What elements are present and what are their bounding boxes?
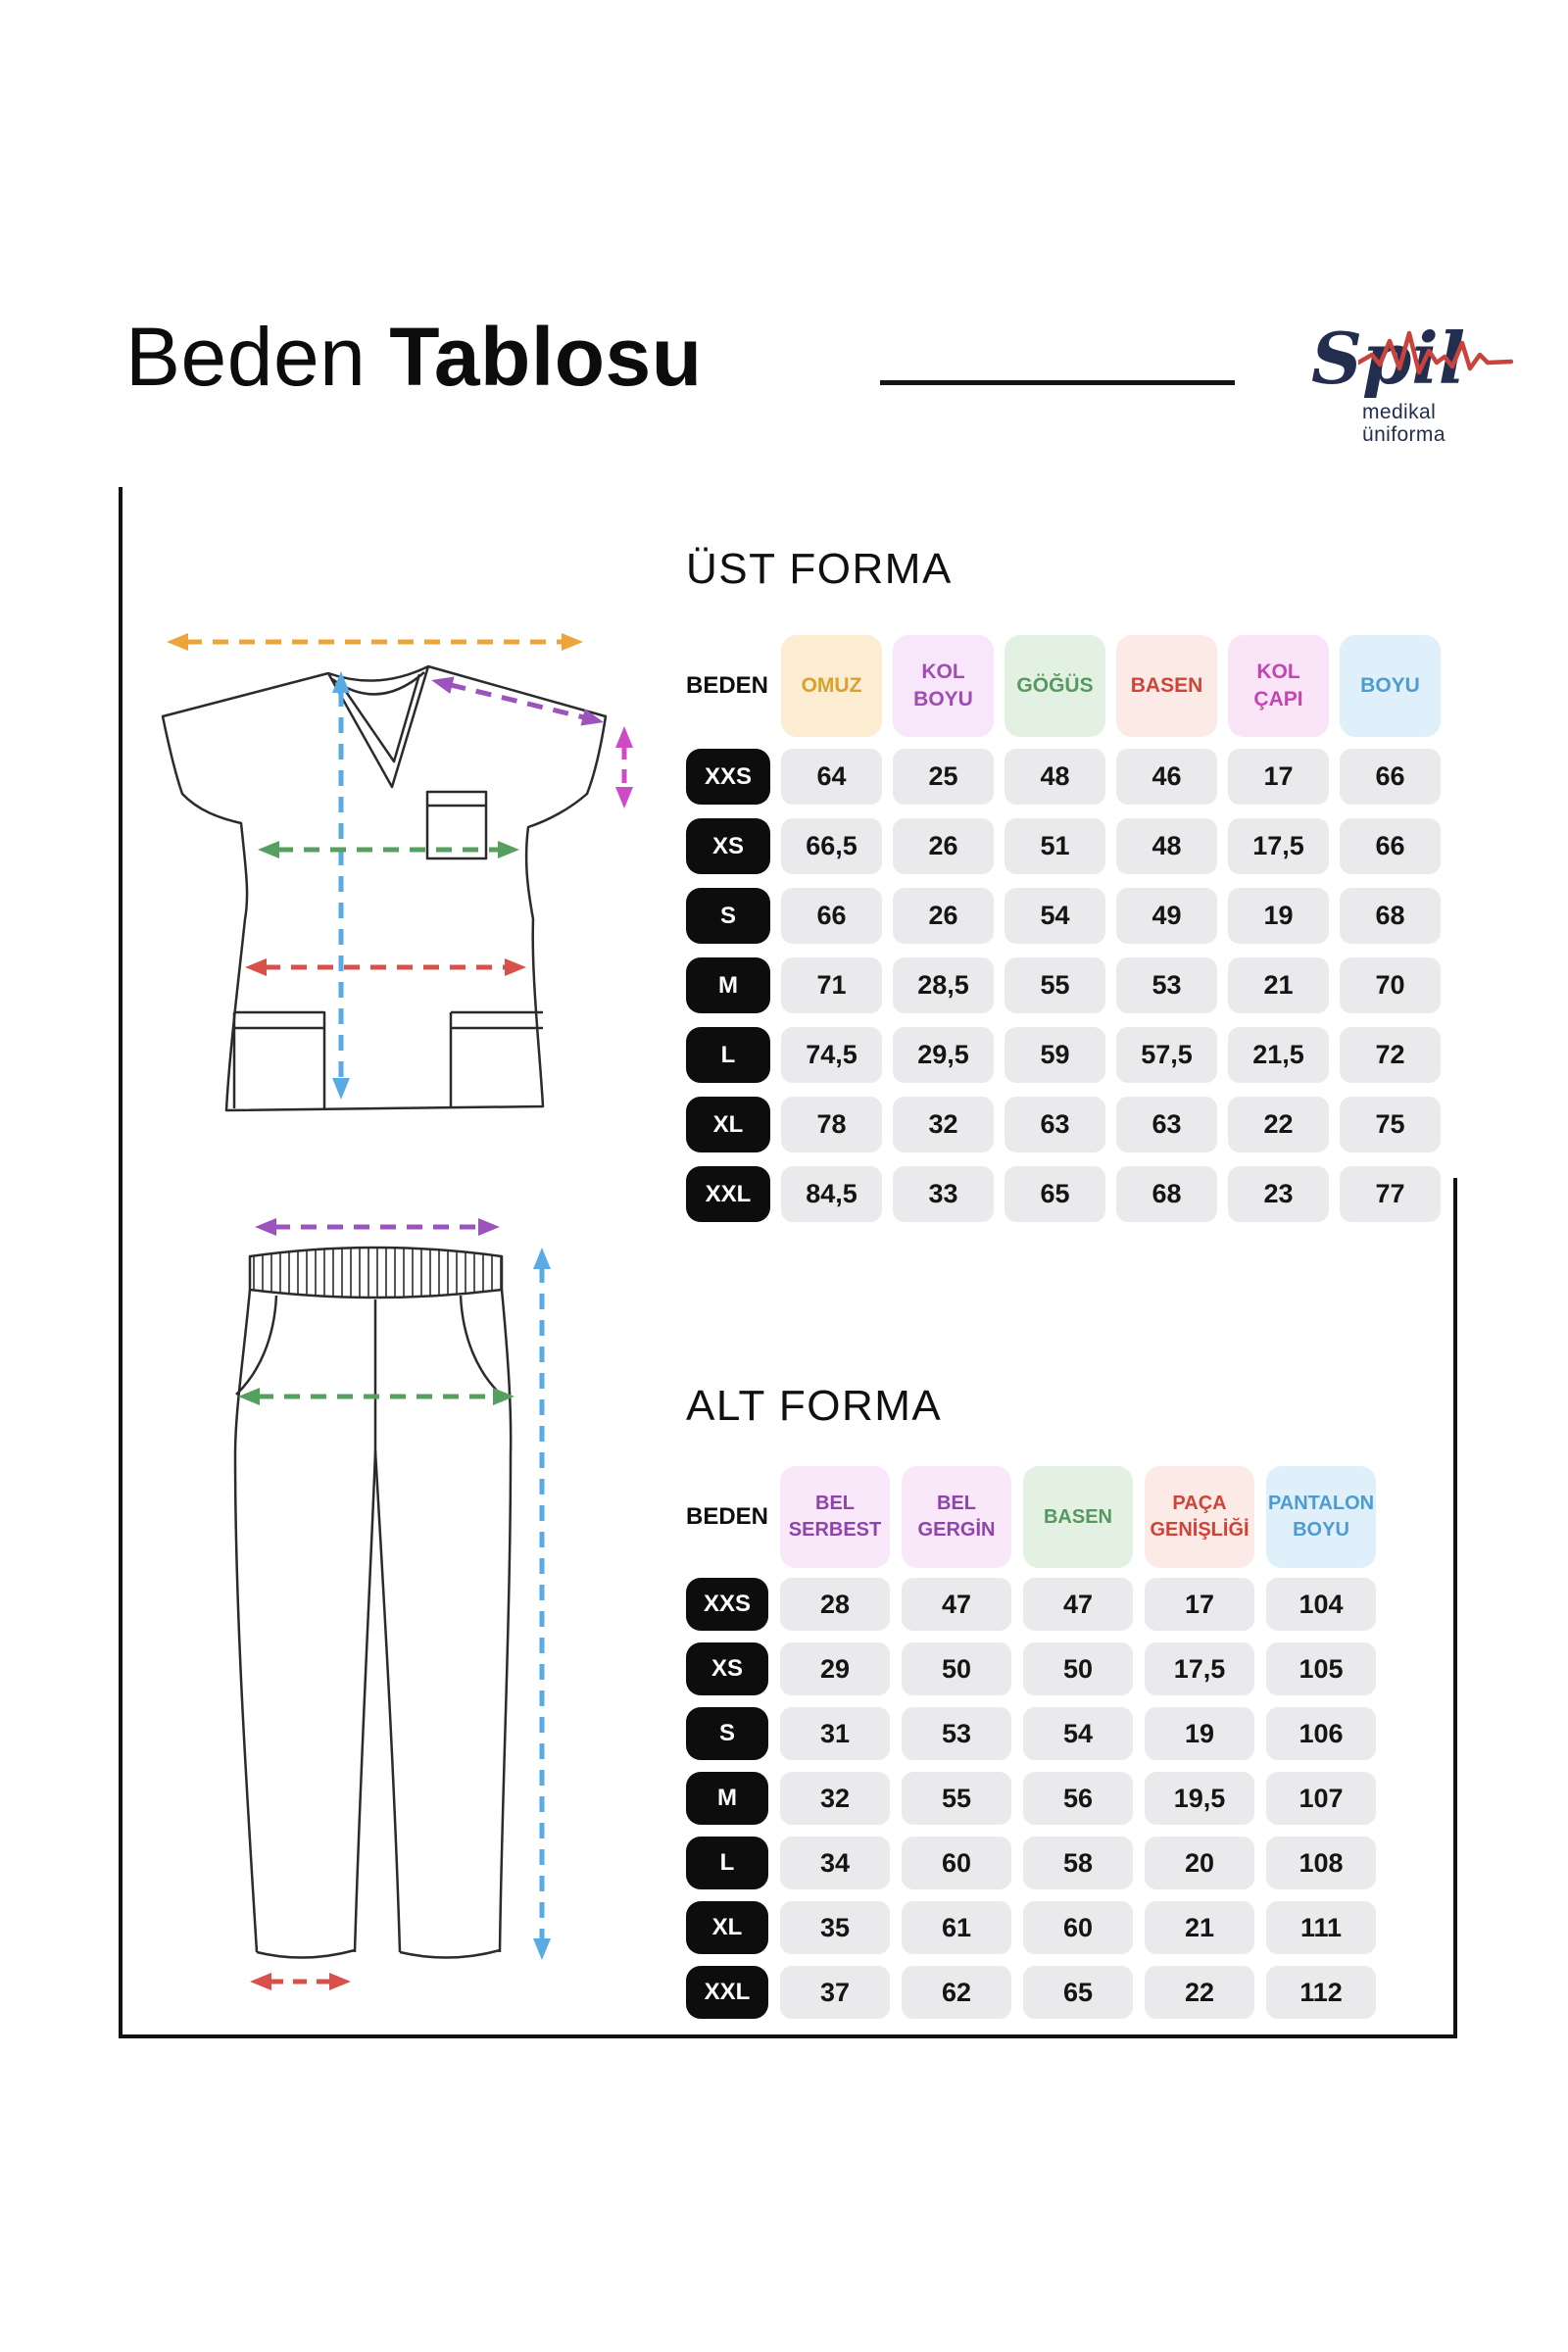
measurement-value: 22 — [1145, 1966, 1254, 2019]
ust-forma-title: ÜST FORMA — [686, 545, 953, 593]
size-row-s — [686, 1707, 1376, 1760]
boyu-arrow — [332, 671, 350, 1100]
size-label: XXL — [686, 1166, 770, 1222]
heartbeat-ecg-icon — [1358, 329, 1513, 376]
measurement-value: 33 — [893, 1166, 994, 1222]
page-title — [125, 310, 703, 405]
size-row-xs — [686, 1642, 1376, 1695]
size-row-xxs — [686, 1578, 1376, 1631]
size-row-l — [686, 1837, 1376, 1889]
page-title-bold: Tablosu — [389, 311, 703, 403]
measurement-value: 54 — [1004, 888, 1105, 944]
size-row-xl — [686, 1097, 1441, 1152]
ust-forma-table — [686, 635, 1441, 1236]
measurement-value: 17,5 — [1145, 1642, 1254, 1695]
size-label: XS — [686, 818, 770, 874]
measurement-value: 47 — [1023, 1578, 1133, 1631]
measurement-value: 65 — [1004, 1166, 1105, 1222]
measurement-value: 28,5 — [893, 957, 994, 1013]
measurement-value: 77 — [1340, 1166, 1441, 1222]
column-header-bel-gergi-n: BEL GERGİN — [902, 1466, 1011, 1568]
measurement-value: 56 — [1023, 1772, 1133, 1825]
omuz-arrow — [167, 633, 583, 651]
scrub-top-diagram — [137, 524, 647, 1147]
measurement-value: 71 — [781, 957, 882, 1013]
measurement-value: 72 — [1340, 1027, 1441, 1083]
measurement-value: 19 — [1145, 1707, 1254, 1760]
measurement-value: 48 — [1004, 749, 1105, 805]
size-row-xs — [686, 818, 1441, 874]
size-label: XL — [686, 1097, 770, 1152]
measurement-value: 21 — [1145, 1901, 1254, 1954]
size-column-header: BEDEN — [686, 1503, 769, 1530]
measurement-value: 35 — [780, 1901, 890, 1954]
measurement-value: 19,5 — [1145, 1772, 1254, 1825]
size-label: XXS — [686, 1578, 768, 1631]
measurement-value: 66,5 — [781, 818, 882, 874]
basen-arrow — [245, 958, 526, 976]
measurement-value: 70 — [1340, 957, 1441, 1013]
measurement-value: 25 — [893, 749, 994, 805]
brand-subtitle-uniforma: üniforma — [1362, 423, 1446, 446]
frame-left-line — [119, 487, 122, 2038]
gogus-arrow — [258, 841, 519, 858]
size-row-m — [686, 1772, 1376, 1825]
measurement-value: 26 — [893, 888, 994, 944]
measurement-value: 53 — [1116, 957, 1217, 1013]
measurement-value: 29 — [780, 1642, 890, 1695]
measurement-value: 17 — [1145, 1578, 1254, 1631]
measurement-value: 107 — [1266, 1772, 1376, 1825]
measurement-value: 111 — [1266, 1901, 1376, 1954]
size-row-m — [686, 957, 1441, 1013]
measurement-value: 57,5 — [1116, 1027, 1217, 1083]
measurement-value: 60 — [1023, 1901, 1133, 1954]
column-header-omuz: OMUZ — [781, 635, 882, 737]
size-label: L — [686, 1837, 768, 1889]
column-header-kol-boyu: KOL BOYU — [893, 635, 994, 737]
measurement-value: 34 — [780, 1837, 890, 1889]
measurement-value: 20 — [1145, 1837, 1254, 1889]
measurement-value: 23 — [1228, 1166, 1329, 1222]
measurement-value: 21,5 — [1228, 1027, 1329, 1083]
measurement-value: 64 — [781, 749, 882, 805]
measurement-value: 46 — [1116, 749, 1217, 805]
kol-boyu-arrow — [431, 677, 604, 726]
column-header-boyu: BOYU — [1340, 635, 1441, 737]
column-header-g-s: GÖĞÜS — [1004, 635, 1105, 737]
measurement-value: 32 — [780, 1772, 890, 1825]
measurement-value: 78 — [781, 1097, 882, 1152]
measurement-value: 112 — [1266, 1966, 1376, 2019]
size-row-l — [686, 1027, 1441, 1083]
measurement-value: 49 — [1116, 888, 1217, 944]
measurement-value: 59 — [1004, 1027, 1105, 1083]
kol-capi-arrow — [615, 726, 633, 808]
measurement-value: 58 — [1023, 1837, 1133, 1889]
measurement-value: 108 — [1266, 1837, 1376, 1889]
page-title-regular: Beden — [125, 311, 367, 403]
measurement-value: 47 — [902, 1578, 1011, 1631]
measurement-value: 26 — [893, 818, 994, 874]
measurement-value: 66 — [1340, 749, 1441, 805]
measurement-value: 74,5 — [781, 1027, 882, 1083]
scrub-pants-outline — [235, 1248, 511, 1958]
title-divider-line — [880, 380, 1235, 385]
frame-bottom-line — [119, 2034, 1457, 2038]
measurement-value: 51 — [1004, 818, 1105, 874]
pantalon-boyu-arrow — [533, 1248, 551, 1960]
measurement-value: 60 — [902, 1837, 1011, 1889]
size-row-s — [686, 888, 1441, 944]
measurement-value: 75 — [1340, 1097, 1441, 1152]
bel-arrow — [255, 1218, 500, 1236]
size-row-xxl — [686, 1966, 1376, 2019]
size-label: XS — [686, 1642, 768, 1695]
column-header-basen: BASEN — [1023, 1466, 1133, 1568]
measurement-value: 37 — [780, 1966, 890, 2019]
column-header-bel-serbest: BEL SERBEST — [780, 1466, 890, 1568]
scrub-top-outline — [163, 666, 606, 1110]
measurement-value: 17,5 — [1228, 818, 1329, 874]
measurement-value: 53 — [902, 1707, 1011, 1760]
measurement-value: 63 — [1116, 1097, 1217, 1152]
size-row-xl — [686, 1901, 1376, 1954]
paca-genisligi-arrow — [250, 1973, 351, 1990]
measurement-value: 22 — [1228, 1097, 1329, 1152]
alt-forma-table — [686, 1466, 1376, 2031]
measurement-value: 105 — [1266, 1642, 1376, 1695]
size-row-xxs — [686, 749, 1441, 805]
measurement-value: 32 — [893, 1097, 994, 1152]
size-label: M — [686, 957, 770, 1013]
size-label: L — [686, 1027, 770, 1083]
measurement-value: 106 — [1266, 1707, 1376, 1760]
measurement-value: 68 — [1116, 1166, 1217, 1222]
measurement-value: 63 — [1004, 1097, 1105, 1152]
measurement-value: 65 — [1023, 1966, 1133, 2019]
measurement-value: 84,5 — [781, 1166, 882, 1222]
measurement-value: 21 — [1228, 957, 1329, 1013]
measurement-value: 31 — [780, 1707, 890, 1760]
size-label: XXS — [686, 749, 770, 805]
alt-forma-title: ALT FORMA — [686, 1382, 943, 1430]
size-label: XL — [686, 1901, 768, 1954]
column-header-kol-api: KOL ÇAPI — [1228, 635, 1329, 737]
measurement-value: 61 — [902, 1901, 1011, 1954]
measurement-value: 17 — [1228, 749, 1329, 805]
size-row-xxl — [686, 1166, 1441, 1222]
measurement-value: 55 — [902, 1772, 1011, 1825]
size-label: XXL — [686, 1966, 768, 2019]
measurement-value: 55 — [1004, 957, 1105, 1013]
frame-right-line — [1453, 1178, 1457, 2038]
measurement-value: 68 — [1340, 888, 1441, 944]
measurement-value: 62 — [902, 1966, 1011, 2019]
measurement-value: 66 — [1340, 818, 1441, 874]
measurement-value: 104 — [1266, 1578, 1376, 1631]
size-label: S — [686, 888, 770, 944]
size-label: M — [686, 1772, 768, 1825]
measurement-value: 50 — [1023, 1642, 1133, 1695]
column-header-pantalon-boyu: PANTALON BOYU — [1266, 1466, 1376, 1568]
measurement-value: 29,5 — [893, 1027, 994, 1083]
brand-subtitle-medikal: medikal — [1362, 401, 1437, 423]
measurement-value: 54 — [1023, 1707, 1133, 1760]
brand-name: Spil — [1311, 317, 1466, 400]
scrub-pants-diagram — [137, 1205, 588, 2019]
measurement-value: 28 — [780, 1578, 890, 1631]
brand-logo — [1311, 317, 1493, 447]
column-header-basen: BASEN — [1116, 635, 1217, 737]
measurement-value: 48 — [1116, 818, 1217, 874]
size-label: S — [686, 1707, 768, 1760]
table-header-row — [686, 1466, 1376, 1568]
measurement-value: 66 — [781, 888, 882, 944]
measurement-value: 50 — [902, 1642, 1011, 1695]
measurement-value: 19 — [1228, 888, 1329, 944]
table-header-row — [686, 635, 1441, 737]
column-header-pa-a-geni-li-i-: PAÇA GENİŞLİĞİ — [1145, 1466, 1254, 1568]
size-column-header: BEDEN — [686, 672, 769, 699]
